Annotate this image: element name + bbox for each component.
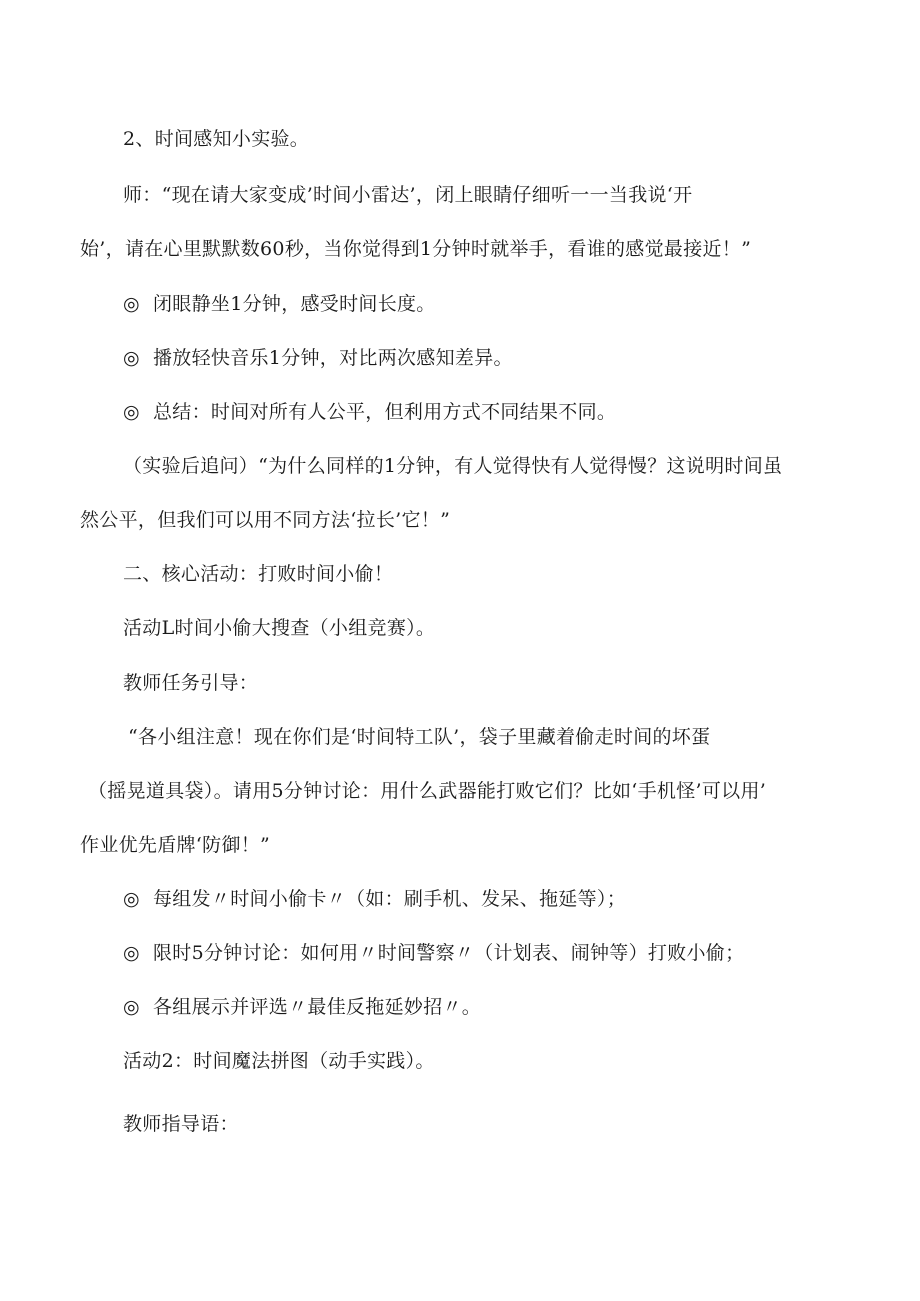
bullet-icon: ◎: [123, 293, 140, 315]
teacher-guidance-line-2: （摇晃道具袋）。请用5分钟讨论：用什么武器能打败它们？比如‘手机怪’可以用’: [88, 780, 767, 802]
bullet-item: [123, 941, 744, 965]
followup-question-line-1: （实验后追问）“为什么同样的1分钟，有人觉得快有人觉得慢？这说明时间虽: [123, 455, 783, 477]
teacher-instruction-label: 教师指导语：: [123, 1113, 239, 1135]
bullet-text: 每组发〃时间小偷卡〃（如：刷手机、发呆、拖延等）；: [153, 888, 627, 910]
bullet-item: [123, 995, 481, 1019]
bullet-text: 播放轻快音乐1分钟，对比两次感知差异。: [153, 347, 513, 369]
bullet-icon: ◎: [123, 347, 140, 369]
bullet-icon: ◎: [123, 888, 140, 910]
teacher-guidance-line-1: “各小组注意！现在你们是‘时间特工队’，袋子里藏着偷走时间的坏蛋: [128, 726, 711, 748]
teacher-speech-line-2: 始’，请在心里默默数60秒，当你觉得到1分钟时就举手，看谁的感觉最接近！”: [80, 238, 752, 260]
section-heading-core-activity: 二、核心活动：打败时间小偷！: [123, 563, 394, 585]
teacher-guidance-line-3: 作业优先盾牌‘防御！”: [80, 834, 271, 856]
section-heading-time-experiment: 2、时间感知小实验。: [123, 128, 310, 150]
activity-2-title: 活动2：时间魔法拼图（动手实践）。: [123, 1050, 435, 1072]
teacher-guidance-label: 教师任务引导：: [123, 672, 259, 694]
bullet-icon: ◎: [123, 401, 140, 423]
bullet-item: [123, 292, 436, 316]
bullet-icon: ◎: [123, 942, 140, 964]
bullet-text: 各组展示并评选〃最佳反拖延妙招〃。: [153, 996, 482, 1018]
teacher-speech-line-1: 师：“现在请大家变成’时间小雷达’，闭上眼睛仔细听一一当我说‘开: [123, 184, 693, 206]
bullet-text: 限时5分钟讨论：如何用〃时间警察〃（计划表、闹钟等）打败小偷；: [153, 942, 745, 964]
activity-1-title: 活动L时间小偷大搜查（小组竞赛）。: [123, 617, 436, 639]
bullet-item: [123, 346, 513, 370]
bullet-icon: ◎: [123, 996, 140, 1018]
bullet-text: 总结：时间对所有人公平，但利用方式不同结果不同。: [153, 401, 617, 423]
bullet-text: 闭眼静坐1分钟，感受时间长度。: [153, 293, 436, 315]
followup-question-line-2: 然公平，但我们可以用不同方法‘拉长’它！”: [80, 509, 451, 531]
bullet-item: [123, 400, 616, 424]
bullet-item: [123, 887, 626, 911]
